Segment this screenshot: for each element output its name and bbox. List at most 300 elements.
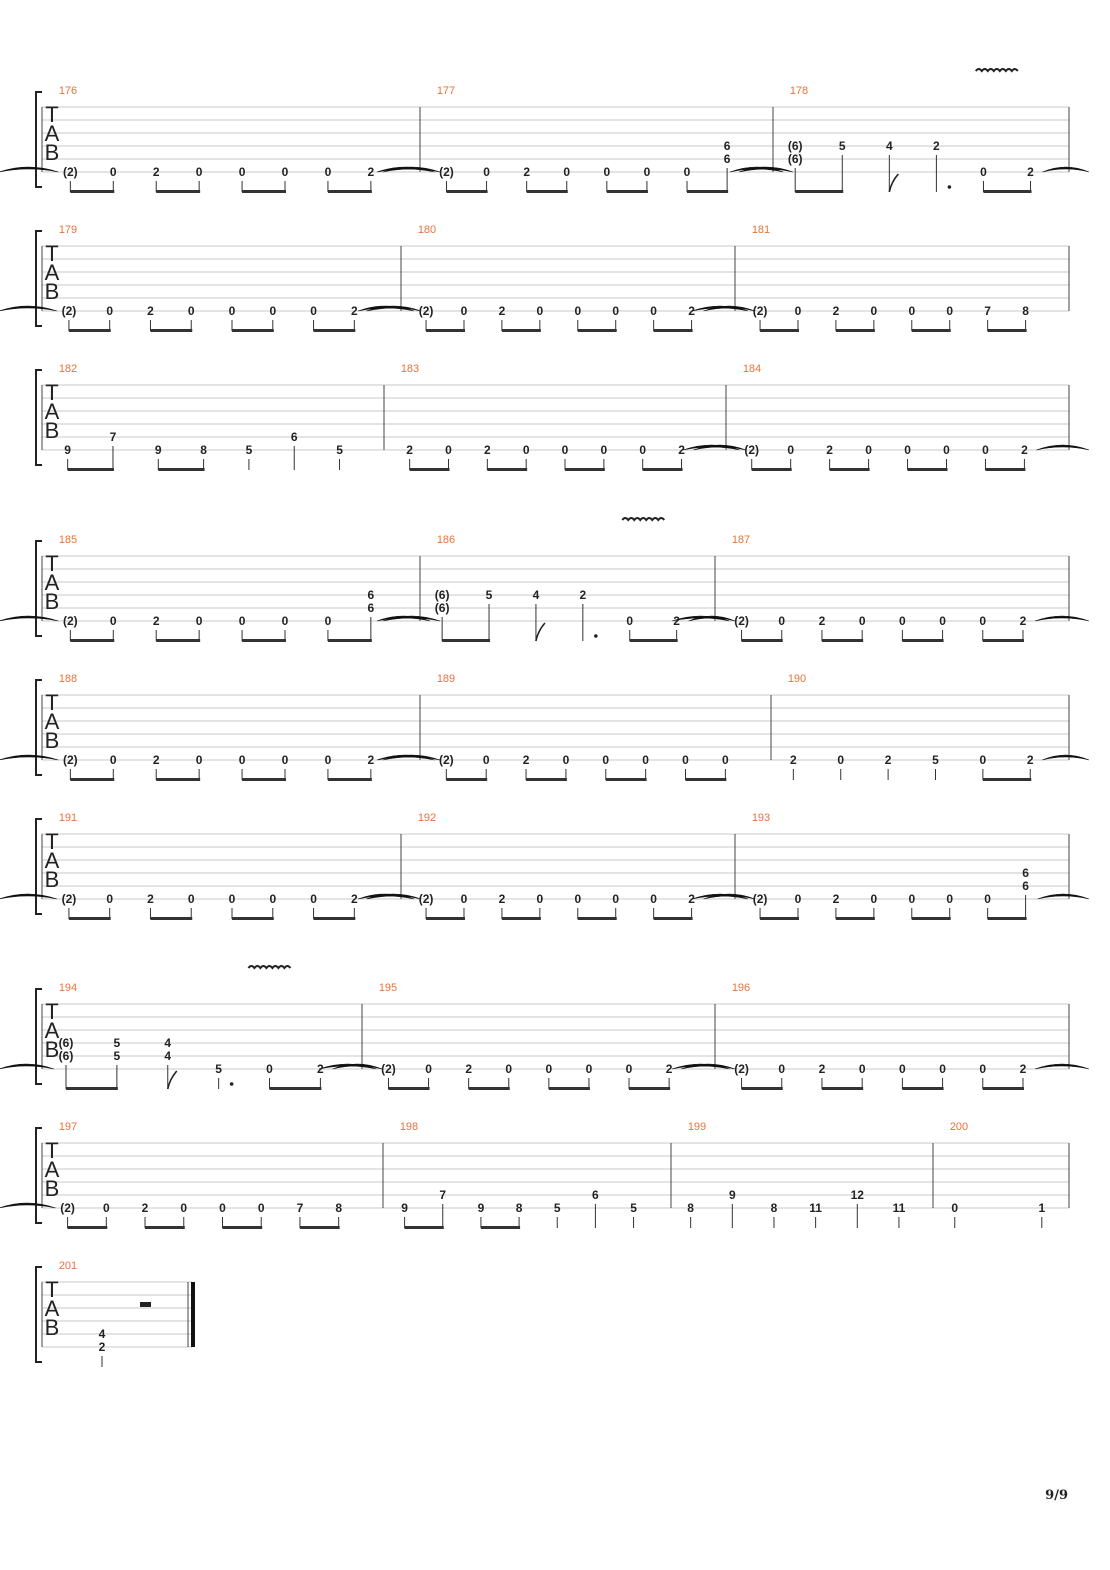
beam: [988, 917, 1027, 920]
fret-number: 0: [682, 753, 689, 767]
fret-number: 0: [187, 304, 195, 318]
fret-number: 0: [281, 614, 289, 628]
fret-number: 0: [269, 892, 277, 906]
fret-number: 9: [64, 443, 71, 457]
measure: [377, 85, 793, 193]
tie-arc: [0, 1064, 54, 1069]
fret-number: 0: [794, 304, 802, 318]
beam: [328, 778, 372, 781]
beam: [912, 329, 951, 332]
fret-number: 0: [310, 304, 317, 318]
fret-number: 4: [164, 1049, 172, 1063]
fret-number: 0: [908, 892, 916, 906]
measure-number: 201: [58, 1260, 78, 1272]
fret-number: 5: [215, 1062, 222, 1076]
fret-number: 7: [296, 1201, 304, 1215]
fret-number: 2: [832, 892, 840, 906]
beam: [630, 639, 678, 642]
fret-number: 0: [858, 1062, 866, 1076]
fret-number: 2: [673, 614, 680, 628]
beam: [156, 639, 200, 642]
tab-system: [0, 69, 1089, 193]
beam: [70, 778, 114, 781]
measure-number: 199: [687, 1121, 707, 1133]
fret-number: 6: [290, 430, 298, 444]
tab-clef-letter: T: [45, 551, 59, 576]
measure-number: 191: [58, 812, 78, 824]
beam: [70, 639, 114, 642]
fret-number: 0: [228, 892, 236, 906]
beam: [527, 190, 568, 193]
tab-clef-letter: A: [44, 848, 60, 873]
tab-clef-letter: B: [44, 418, 60, 443]
fret-number: 0: [195, 165, 203, 179]
measure-number: 200: [949, 1121, 969, 1133]
fret-number: 6: [723, 139, 731, 153]
fret-number: 0: [870, 892, 878, 906]
fret-number: 0: [899, 1062, 906, 1076]
fret-number: 0: [536, 304, 544, 318]
beam: [68, 468, 114, 471]
tie-arc: [0, 1203, 56, 1208]
fret-number: 6: [1022, 879, 1029, 893]
note-flag: [889, 174, 898, 192]
measure: [59, 1260, 151, 1367]
vibrato-mark: [248, 966, 290, 968]
fret-number: 2: [498, 304, 506, 318]
fret-number: (6): [787, 139, 803, 153]
beam: [314, 329, 356, 332]
beam: [410, 468, 450, 471]
beam: [232, 329, 274, 332]
fret-number: 4: [164, 1036, 172, 1050]
fret-number: 0: [219, 1201, 226, 1215]
fret-number: 0: [870, 304, 878, 318]
fret-number: 2: [1021, 443, 1028, 457]
fret-number: 0: [563, 165, 571, 179]
measure: [687, 1121, 905, 1228]
beam: [983, 778, 1031, 781]
fret-number: 2: [826, 443, 833, 457]
fret-number: 2: [1019, 614, 1027, 628]
fret-number: 0: [228, 304, 236, 318]
fret-number: 5: [630, 1201, 637, 1215]
fret-number: 2: [688, 304, 695, 318]
beam: [822, 639, 863, 642]
fret-number: 2: [98, 1340, 106, 1354]
system-bracket: [36, 231, 42, 326]
fret-number: (2): [63, 614, 78, 628]
measure: [0, 812, 421, 920]
fret-number: 2: [350, 892, 358, 906]
fret-number: 0: [946, 892, 954, 906]
fret-number: 2: [522, 753, 530, 767]
tab-clef-letter: B: [44, 140, 60, 165]
fret-number: 6: [367, 601, 375, 615]
measure-number: 197: [58, 1121, 78, 1133]
fret-number: 2: [523, 165, 531, 179]
beam: [156, 190, 200, 193]
fret-number: 0: [585, 1062, 593, 1076]
beam: [902, 1087, 943, 1090]
fret-number: (2): [438, 753, 454, 767]
fret-number: 0: [778, 614, 786, 628]
beam: [68, 1226, 108, 1229]
fret-number: 0: [626, 614, 634, 628]
fret-number: 0: [102, 1201, 110, 1215]
beam: [442, 639, 490, 642]
tab-clef-letter: T: [45, 1138, 59, 1163]
measure-number: 196: [731, 982, 751, 994]
fret-number: 0: [642, 753, 649, 767]
measure-number: 176: [58, 85, 78, 97]
fret-number: (2): [734, 614, 749, 628]
beam: [242, 778, 286, 781]
fret-number: 0: [650, 304, 657, 318]
measure: [358, 224, 755, 332]
fret-number: 0: [522, 443, 530, 457]
vibrato-mark: [622, 518, 664, 520]
measure: [788, 673, 1089, 781]
note-flag: [536, 623, 545, 641]
beam: [983, 639, 1024, 642]
fret-number: 2: [141, 1201, 149, 1215]
tie-arc: [0, 306, 57, 311]
beam: [222, 1226, 262, 1229]
system-bracket: [36, 370, 42, 465]
fret-number: 0: [939, 614, 946, 628]
system-bracket: [36, 680, 42, 775]
fret-number: 0: [574, 892, 582, 906]
beam: [902, 639, 943, 642]
fret-number: 11: [892, 1201, 906, 1215]
fret-number: 0: [266, 1062, 273, 1076]
measure: [377, 673, 729, 781]
tab-system: [36, 1260, 195, 1367]
fret-number: 2: [818, 614, 826, 628]
fret-number: 6: [367, 588, 375, 602]
fret-number: 2: [465, 1062, 473, 1076]
fret-number: (6): [58, 1049, 74, 1063]
tie-arc: [1036, 445, 1089, 450]
fret-number: 11: [809, 1201, 822, 1215]
fret-number: 7: [984, 304, 991, 318]
measure: [59, 363, 343, 471]
fret-number: 5: [113, 1036, 121, 1050]
fret-number: 9: [477, 1201, 485, 1215]
beam: [742, 1087, 783, 1090]
fret-number: 0: [460, 304, 468, 318]
beam: [526, 778, 567, 781]
beam: [795, 190, 843, 193]
beam: [988, 329, 1027, 332]
fret-number: 2: [579, 588, 587, 602]
beam: [242, 190, 286, 193]
fret-number: 0: [951, 1201, 959, 1215]
fret-number: 7: [109, 430, 117, 444]
fret-number: 0: [908, 304, 916, 318]
measure: [730, 69, 1089, 193]
fret-number: (2): [63, 165, 78, 179]
beam: [156, 778, 200, 781]
fret-number: (6): [434, 601, 450, 615]
beam: [578, 917, 617, 920]
beam: [985, 468, 1025, 471]
tab-system: [0, 673, 1089, 781]
beam: [70, 190, 114, 193]
tab-clef-letter: A: [44, 1157, 60, 1182]
beam: [629, 1087, 670, 1090]
fret-number: 0: [281, 165, 289, 179]
fret-number: 7: [439, 1188, 447, 1202]
fret-number: (2): [744, 443, 760, 457]
measure-number: 198: [399, 1121, 419, 1133]
fret-number: 0: [324, 614, 332, 628]
fret-number: 5: [485, 588, 493, 602]
fret-number: 2: [1026, 753, 1034, 767]
measure: [358, 812, 755, 920]
fret-number: 0: [899, 614, 906, 628]
fret-number: 0: [979, 753, 987, 767]
fret-number: 5: [553, 1201, 561, 1215]
augmentation-dot: [230, 1082, 234, 1086]
tab-system: [0, 812, 1089, 920]
beam: [578, 329, 617, 332]
fret-number: 2: [688, 892, 695, 906]
measure-number: 182: [58, 363, 78, 375]
fret-number: (6): [434, 588, 450, 602]
fret-number: 0: [187, 892, 195, 906]
beam: [270, 1087, 322, 1090]
tab-clef-letter: T: [45, 829, 59, 854]
beam: [314, 917, 356, 920]
fret-number: 9: [728, 1188, 736, 1202]
fret-number: 0: [683, 165, 691, 179]
tie-arc: [1043, 167, 1089, 172]
beam: [426, 329, 465, 332]
beam: [69, 329, 111, 332]
half-rest: [140, 1302, 151, 1307]
fret-number: 2: [147, 304, 154, 318]
fret-number: 2: [367, 165, 375, 179]
fret-number: (2): [381, 1062, 396, 1076]
fret-number: 0: [984, 892, 991, 906]
system-bracket: [36, 1128, 42, 1223]
fret-number: 4: [532, 588, 540, 602]
beam: [760, 917, 799, 920]
measure: [672, 982, 1089, 1090]
beam: [760, 329, 799, 332]
measure-number: 186: [436, 534, 456, 546]
fret-number: 0: [943, 443, 950, 457]
tab-system: [0, 1121, 1069, 1229]
tab-clef-letter: A: [44, 121, 60, 146]
fret-number: 2: [152, 165, 160, 179]
tab-clef-letter: B: [44, 279, 60, 304]
beam: [487, 468, 527, 471]
measure-number: 190: [787, 673, 807, 685]
beam: [502, 329, 541, 332]
measure-number: 180: [417, 224, 437, 236]
beam: [607, 190, 648, 193]
tab-clef-letter: A: [44, 260, 60, 285]
fret-number: 0: [939, 1062, 946, 1076]
fret-number: 0: [536, 892, 544, 906]
fret-number: 0: [238, 753, 246, 767]
fret-number: 2: [790, 753, 797, 767]
fret-number: 0: [425, 1062, 432, 1076]
fret-number: 0: [545, 1062, 553, 1076]
tab-clef-letter: A: [44, 570, 60, 595]
fret-number: 0: [106, 304, 114, 318]
fret-number: (2): [734, 1062, 749, 1076]
fret-number: 2: [152, 614, 160, 628]
fret-number: 0: [257, 1201, 265, 1215]
beam: [686, 778, 727, 781]
fret-number: 0: [603, 165, 611, 179]
fret-number: 2: [367, 753, 375, 767]
beam: [912, 917, 951, 920]
fret-number: 0: [324, 165, 332, 179]
tie-arc: [1035, 1064, 1089, 1069]
fret-number: 0: [483, 165, 490, 179]
beam: [300, 1226, 340, 1229]
fret-number: (6): [787, 152, 803, 166]
fret-number: 0: [858, 614, 866, 628]
measure-number: 194: [58, 982, 78, 994]
fret-number: 0: [794, 892, 802, 906]
fret-number: 0: [281, 753, 289, 767]
fret-number: 0: [180, 1201, 188, 1215]
measure-number: 189: [436, 673, 456, 685]
beam: [822, 1087, 863, 1090]
fret-number: 9: [401, 1201, 408, 1215]
fret-number: 8: [1022, 304, 1029, 318]
beam: [549, 1087, 590, 1090]
fret-number: 2: [350, 304, 358, 318]
beam: [830, 468, 870, 471]
tab-clef-letter: B: [44, 589, 60, 614]
tie-arc: [1038, 894, 1089, 899]
fret-number: 5: [838, 139, 846, 153]
measure: [692, 224, 1029, 332]
fret-number: 0: [625, 1062, 633, 1076]
fret-number: 0: [650, 892, 657, 906]
fret-number: 12: [850, 1188, 864, 1202]
augmentation-dot: [948, 185, 952, 189]
fret-number: 2: [832, 304, 840, 318]
fret-number: 0: [195, 614, 203, 628]
fret-number: (2): [63, 753, 78, 767]
beam: [328, 190, 372, 193]
measure-number: 192: [417, 812, 437, 824]
fret-number: 0: [574, 304, 582, 318]
beam: [502, 917, 541, 920]
fret-number: 5: [113, 1049, 121, 1063]
tab-clef-letter: T: [45, 690, 59, 715]
beam: [836, 329, 875, 332]
fret-number: 2: [152, 753, 160, 767]
fret-number: 0: [946, 304, 954, 318]
system-bracket: [36, 541, 42, 636]
tab-clef-letter: B: [44, 1037, 60, 1062]
beam: [565, 468, 605, 471]
beam: [654, 917, 693, 920]
fret-number: 0: [837, 753, 845, 767]
fret-number: 2: [818, 1062, 826, 1076]
fret-number: 2: [1019, 1062, 1027, 1076]
measure-number: 181: [751, 224, 771, 236]
measure-number: 184: [742, 363, 762, 375]
measure: [401, 363, 746, 471]
fret-number: 2: [147, 892, 154, 906]
fret-number: 6: [592, 1188, 599, 1202]
beam: [606, 778, 647, 781]
fret-number: 2: [665, 1062, 673, 1076]
system-bracket: [36, 92, 42, 187]
measure: [683, 363, 1089, 471]
page-number: 9/9: [1045, 1488, 1068, 1503]
fret-number: 6: [1022, 866, 1029, 880]
system-bracket: [36, 1267, 42, 1362]
measure: [377, 518, 735, 642]
beam: [405, 1226, 444, 1229]
fret-number: 0: [865, 443, 872, 457]
beam: [145, 1226, 185, 1229]
tab-clef-letter: B: [44, 1176, 60, 1201]
tie-arc: [0, 616, 58, 621]
tab-clef-letter: T: [45, 1277, 59, 1302]
beam: [150, 917, 192, 920]
fret-number: (2): [752, 892, 768, 906]
fret-number: 0: [269, 304, 277, 318]
fret-number: 2: [933, 139, 940, 153]
fret-number: 5: [932, 753, 939, 767]
tab-system: [0, 966, 1089, 1090]
tie-arc: [1035, 616, 1089, 621]
measure-number: 193: [751, 812, 771, 824]
fret-number: 2: [406, 443, 413, 457]
fret-number: 0: [109, 614, 117, 628]
fret-number: 2: [483, 443, 491, 457]
fret-number: (2): [418, 892, 434, 906]
fret-number: 0: [980, 165, 987, 179]
fret-number: (2): [439, 165, 454, 179]
fret-number: 1: [1038, 1201, 1046, 1215]
fret-number: 0: [722, 753, 729, 767]
measure: [0, 673, 440, 781]
fret-number: 6: [723, 152, 731, 166]
fret-number: 9: [154, 443, 162, 457]
beam: [687, 190, 728, 193]
vibrato-mark: [976, 69, 1018, 71]
fret-number: 2: [1027, 165, 1034, 179]
measure: [319, 982, 735, 1090]
tab-clef-letter: B: [44, 1315, 60, 1340]
tie-arc: [1042, 755, 1089, 760]
fret-number: 0: [505, 1062, 513, 1076]
fret-number: 0: [612, 304, 620, 318]
tie-arc: [0, 755, 58, 760]
measure: [950, 1121, 1046, 1228]
tab-system: [36, 363, 1089, 471]
measure: [672, 534, 1089, 642]
measure-number: 188: [58, 673, 78, 685]
fret-number: (2): [61, 892, 77, 906]
tab-clef-letter: B: [44, 728, 60, 753]
measure-number: 177: [436, 85, 456, 97]
measure-number: 185: [58, 534, 78, 546]
